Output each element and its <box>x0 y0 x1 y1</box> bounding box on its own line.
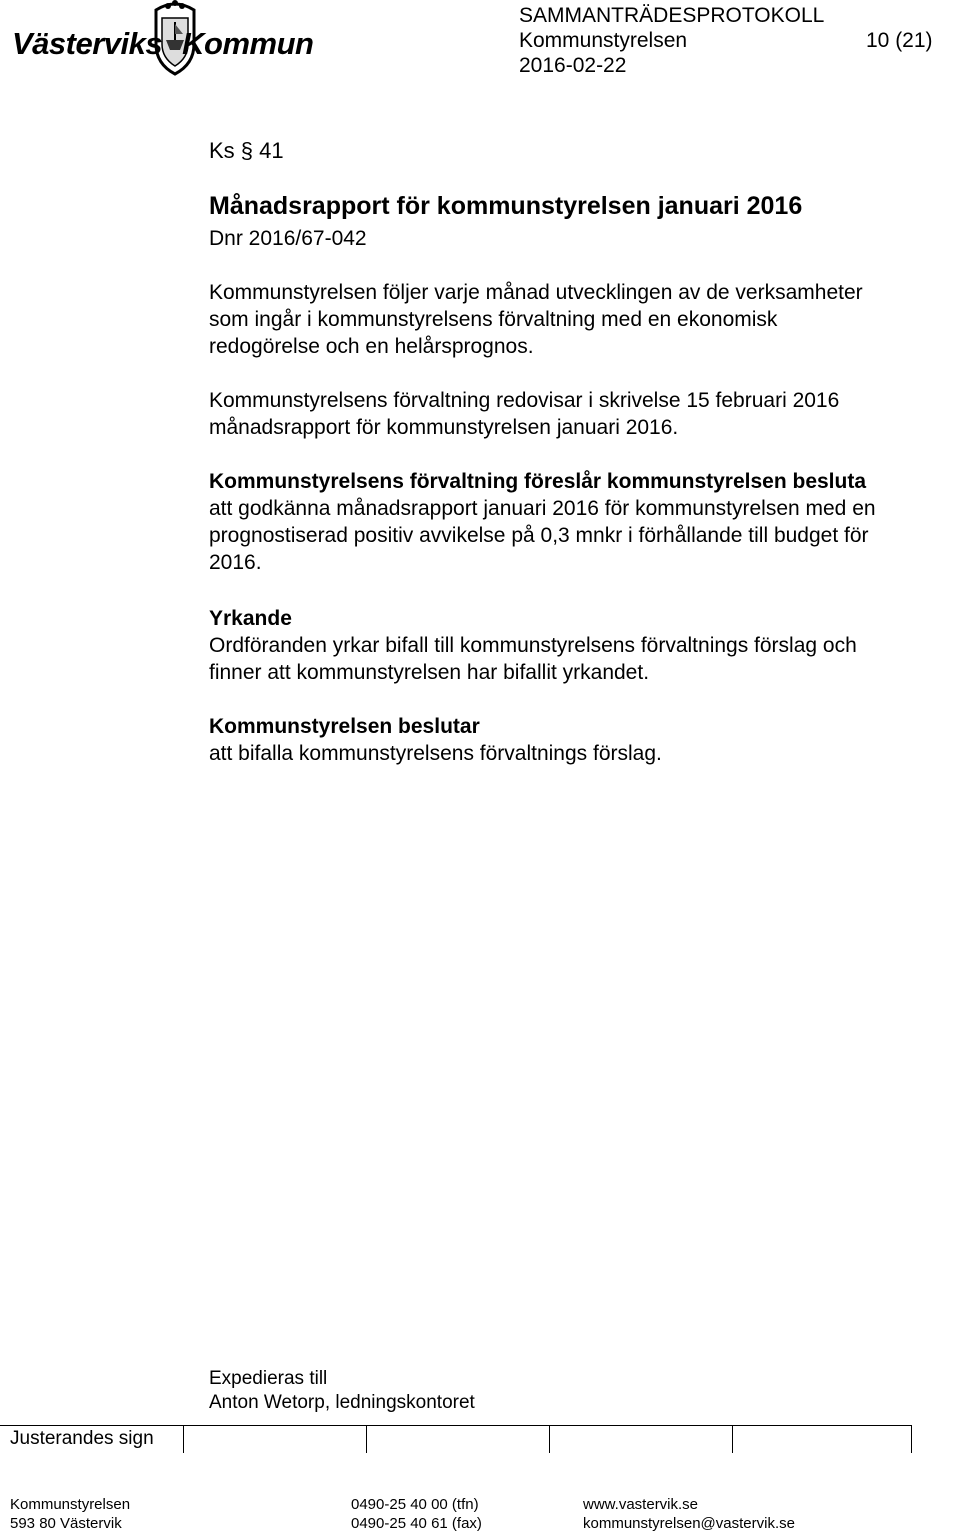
issuing-body: Kommunstyrelsen <box>519 29 688 52</box>
paragraph-decision: Kommunstyrelsen beslutar att bifalla kommunstyrelsens förvaltnings förslag. <box>209 713 960 767</box>
case-number: Dnr 2016/67-042 <box>209 227 367 250</box>
signature-line <box>0 1425 912 1426</box>
distribution-label: Expedieras till <box>209 1368 328 1389</box>
decision-heading: Kommunstyrelsen beslutar <box>209 715 480 738</box>
signature-box-divider <box>549 1425 550 1453</box>
footer-fax: 0490-25 40 61 (fax) <box>351 1515 482 1532</box>
footer-address: 593 80 Västervik <box>10 1515 122 1532</box>
motion-heading: Yrkande <box>209 607 292 630</box>
signature-box-divider <box>732 1425 733 1453</box>
signature-box-divider <box>911 1425 912 1453</box>
paragraph-intro: Kommunstyrelsen följer varje månad utvecklingen av de verksamheter som ingår i kommunstyrelsens förvaltning med en ekonomisk redogörelse och en helårsprognos. <box>209 281 863 358</box>
page-title: Månadsrapport för kommunstyrelsen januari 2016 <box>209 192 803 220</box>
distribution-recipient: Anton Wetorp, ledningskontoret <box>209 1392 475 1413</box>
signature-box-divider <box>183 1425 184 1453</box>
footer-org: Kommunstyrelsen <box>10 1496 131 1513</box>
page-number: 10 (21) <box>866 29 933 52</box>
signature-box-divider <box>366 1425 367 1453</box>
proposal-heading: Kommunstyrelsens förvaltning föreslår kommunstyrelsen besluta <box>209 470 867 493</box>
paragraph-motion: Yrkande Ordföranden yrkar bifall till kommunstyrelsens förvaltnings förslag och finner att kommunstyrelsen har bifallit yrkandet. <box>209 605 960 686</box>
municipality-logo <box>8 0 318 80</box>
document-type: SAMMANTRÄDESPROTOKOLL <box>519 4 825 27</box>
footer-website-link[interactable]: www.vastervik.se <box>583 1496 699 1513</box>
section-number: Ks § 41 <box>209 138 284 163</box>
logo-wordmark: Västerviks Kommun <box>12 26 314 61</box>
paragraph-report: Kommunstyrelsens förvaltning redovisar i skrivelse 15 februari 2016 månadsrapport för kommunstyrelsen januari 2016. <box>209 389 840 439</box>
signature-label: Justerandes sign <box>10 1428 154 1449</box>
meeting-date: 2016-02-22 <box>519 54 627 77</box>
footer-email-link[interactable]: kommunstyrelsen@vastervik.se <box>583 1515 795 1532</box>
paragraph-proposal: Kommunstyrelsens förvaltning föreslår kommunstyrelsen besluta att godkänna månadsrapport januari 2016 för kommunstyrelsen med en prognostiserad positiv avvikelse på 0,3 mnkr i förhållande till budget för 2016. <box>209 468 960 576</box>
footer-phone: 0490-25 40 00 (tfn) <box>351 1496 479 1513</box>
